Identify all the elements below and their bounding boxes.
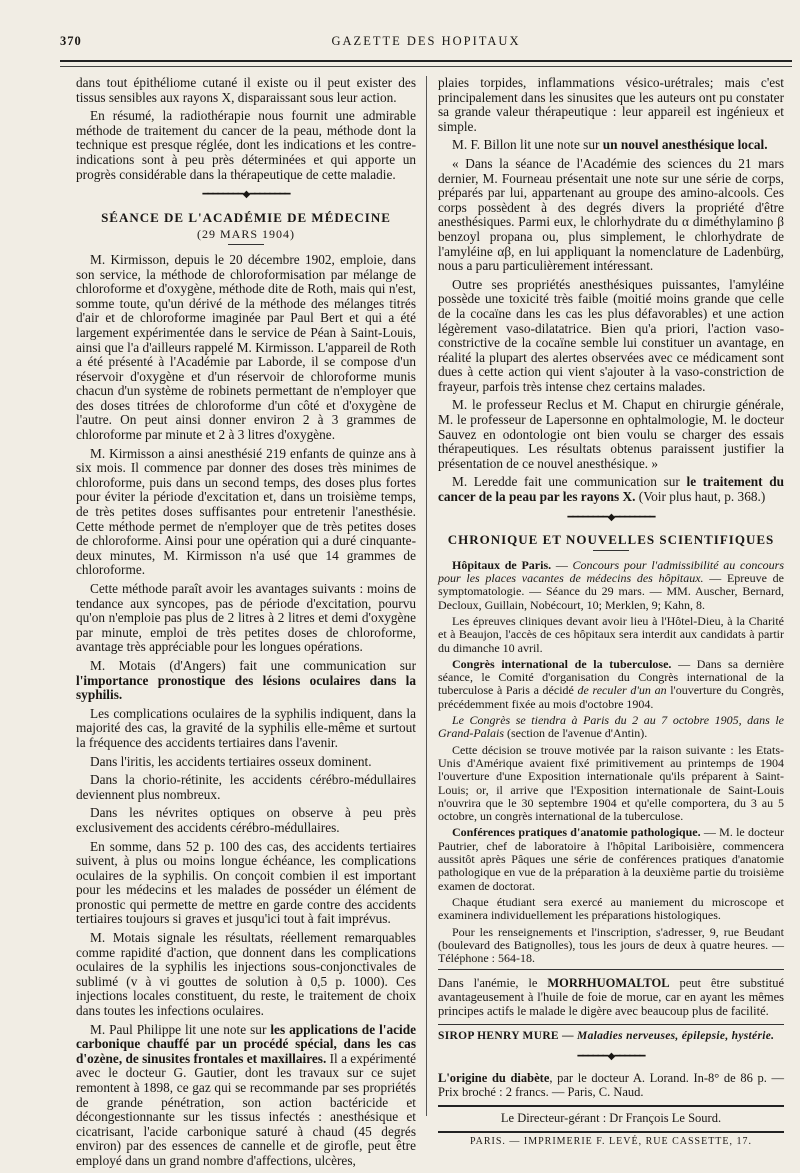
director-line: Le Directeur-gérant : Dr François Le Sourd. <box>500 1110 722 1125</box>
right-column <box>438 76 784 1150</box>
ornament-divider: ━━━━━━◆━━━━━━ <box>577 1051 645 1063</box>
bold-topic: un nouvel anesthésique local. <box>602 137 768 153</box>
chronicle-item: Pour les renseignements et l'inscription, s'adresser, 9, rue Beudant (boulevard des Batignolles), tous les jours de deux à quatre heures. — Téléphone : 564-18. <box>438 924 784 966</box>
column-separator <box>426 76 427 1116</box>
journal-title: GAZETTE DES HOPITAUX <box>331 34 521 48</box>
italic-run: — Maladies nerveuses, épilepsie, hystérie. <box>558 1030 775 1043</box>
chronicle-item: Chaque étudiant sera exercé au maniement du microscope et examinera individuellement les préparations histologiques. <box>438 894 784 923</box>
item-heading: Conférences pratiques d'anatomie pathologique. <box>452 825 701 840</box>
paragraph: « Dans la séance de l'Académie des sciences du 21 mars dernier, M. Fourneau présentait une note sur une série de corps, préparés par lui, appartenant au groupe des amino-alcools. Ces corps possèdent à des degrés divers la propriété d'être anesthésiques. Parmi eux, le chlorhydrate du α diméthylamino β benzoyl propana ou, plus simplement, le chlorhydrate de l'amyléine αβ, en lui appliquant la nomenclature de Ladenbürg, nous a paru particulièrement intéressant. <box>438 155 784 274</box>
advertisement <box>438 1029 784 1044</box>
paragraph: dans tout épithéliome cutané il existe ou il peut exister des tissus sensibles aux rayons X, disparaissant sous leur action. <box>76 75 416 105</box>
text-run: M. Motais (d'Angers) fait une communication sur <box>90 657 416 673</box>
ornament-divider: ━━━━━━━━◆━━━━━━━━ <box>567 511 655 523</box>
bold-topic: l'importance pronostique des lésions oculaires dans la syphilis. <box>76 672 416 703</box>
paragraph: plaies torpides, inflammations vésico-urétrales; mais c'est principalement dans les sinusites que les auteurs ont pu constater sa grande valeur thérapeutique : leur appareil est ingénieux et simple. <box>438 75 784 134</box>
paragraph: En somme, dans 52 p. 100 des cas, des accidents tertiaires suivent, à plus ou moins longue échéance, les complications oculaires de la syphilis. On conçoit combien il est important pour les médecins et les malades de posséder un élément de pronostic qui permette de mettre en garde contre des accidents tertiaires toujours si graves et jusqu'ici tout à fait imprévus. <box>76 838 416 927</box>
text-run: Dans l'anémie, le <box>438 976 548 991</box>
text-run: , par le docteur A. Lorand. In-8° de 86 p. — Prix broché : 2 francs. — Paris, C. Naud. <box>438 1070 784 1099</box>
chronicle-item <box>438 826 784 892</box>
short-rule <box>228 244 264 245</box>
text-run: l'ouverture du Congrès, précédemment fixée au mois d'octobre 1904. <box>438 683 784 711</box>
advertisement <box>438 976 784 1018</box>
paragraph: M. le professeur Reclus et M. Chaput en chirurgie générale, M. le professeur de Lapersonne en ophtalmologie, M. le docteur Sauvez en odontologie ont bien voulu se charger des essais thérapeutiques. Les résultats obtenus paraissent justifier la présentation de ce nouvel anesthésique. » <box>438 397 784 471</box>
paragraph: M. Motais signale les résultats, réellement remarquables comme rapidité d'action, que donnent dans les complications oculaires de la syphilis les injections sous-conjonctivales de sublimé (v à vi gouttes de solution à 0,5 p. 1000). Ces injections locales constituent, du reste, le traitement de choix dans toutes les infections oculaires. <box>76 930 416 1019</box>
text-run: Il a expérimenté avec le docteur G. Gautier, dont les travaux sur ce sujet remontent à 1898, ce gaz qui se recommande par ses propriétés de grande pénétration, son action bactéricide et décongestionnante sur les tissus infectés : anesthésique et cicatrisant, l'acide carbonique saturé à chaud (45 degrés environ) par des essences de cannelle et de girofle, peut être employé dans un grand nombre d'affections, ulcères, <box>76 1050 417 1168</box>
item-heading: Congrès international de la tuberculose. <box>452 656 672 671</box>
italic-run: Concours pour l'admissibilité au concours pour les places vacantes de médecins des hôpitaux. <box>438 557 784 586</box>
page-number: 370 <box>60 34 82 48</box>
paragraph <box>76 659 416 703</box>
text-run: — Epreuve de symptomatologie. — Séance du 29 mars. — MM. Auscher, Bernard, Decloux, Guillain, Nobécourt, 10; Merklen, 9; Kahn, 8. <box>438 571 784 612</box>
paragraph: Les complications oculaires de la syphilis indiquent, dans la majorité des cas, la gravité de la syphilis elle-même et surtout la fréquence des accidents tertiaires dans l'avenir. <box>76 705 416 750</box>
paragraph <box>438 138 784 153</box>
chronicle-item: Les épreuves cliniques devant avoir lieu à l'Hôtel-Dieu, à la Charité et à Beaujon, l'accès de ces hôpitaux sera interdit aux candidats à partir du dimanche 10 avril. <box>438 614 784 655</box>
text-run: — M. le docteur Pautrier, chef de laboratoire à l'hôpital Lariboisière, commencera aussitôt après Pâques une série de conférences pratiques d'anatomie pathologique en vue de la préparation à la deuxième partie du troisième examen de doctorat. <box>438 825 785 893</box>
bold-topic: les applications de l'acide carbonique chauffé par un procédé spécial, dans les cas d'ozène, de sinusites frontales et maxillaires. <box>76 1021 416 1066</box>
chronicle-item: Cette décision se trouve motivée par la raison suivante : les Etats-Unis d'Amérique avaient fixé primitivement au printemps de 1904 l'ouverture d'une Exposition internationale qu'ils préparent à Saint-Louis; or, il arrive que l'Exposition internationale de Saint-Louis n'ouvrira que le 30 septembre 1904 et qu'elle comportera, du 3 au 5 octobre, un congrès international de la tuberculose. <box>438 742 784 824</box>
paragraph: Dans la chorio-rétinite, les accidents cérébro-médullaires deviennent plus nombreux. <box>76 772 416 802</box>
ad-rule <box>438 969 784 970</box>
product-name: MORRHUOMALTOL <box>547 976 670 991</box>
paragraph: Dans les névrites optiques on observe à peu près exclusivement des accidents cérébro-médullaires. <box>76 805 416 835</box>
short-rule <box>593 550 629 551</box>
text-run: — Dans sa dernière séance, le Comité d'organisation du Congrès international de la tuberculose à Paris a décidé <box>438 656 784 698</box>
text-run: M. F. Billon lit une note sur <box>452 137 603 153</box>
book-title: L'origine du diabète <box>438 1070 550 1085</box>
text-run: (section de l'avenue d'Antin). <box>504 726 648 741</box>
book-notice <box>438 1071 784 1099</box>
product-name: SIROP HENRY MURE <box>438 1030 559 1043</box>
item-heading: Hôpitaux de Paris. <box>452 557 552 572</box>
left-column <box>76 76 416 1173</box>
header-rule <box>60 60 792 62</box>
paragraph: Outre ses propriétés anesthésiques puissantes, l'amyléine possède une toxicité très faible (moitié moins grande que celle de la cocaïne dans les cas les plus défavorables) et une action légèrement vaso-dilatatrice. Bien qu'a priori, l'action vaso-constrictive de la cocaïne semble lui constituer un avantage, en réalité la plupart des alertes observées avec ce médicament sont dues à cette action qui vient s'ajouter à la vaso-constriction de frayeur, parfois très intense chez certains malades. <box>438 276 784 394</box>
paragraph: M. Kirmisson a ainsi anesthésié 219 enfants de quinze ans à six mois. Il commence par donner des doses très minimes de chloroforme, puis dans un second temps, des doses plus fortes pour éviter la période d'excitation et, dans un troisième temps, de très petites doses suffisantes pour entretenir l'anesthésie. Cette méthode permet de n'employer que de très petites doses de chloroforme. Ainsi pour une opération qui a duré cinquante-deux minutes, M. Kirmisson n'a usé que 14 grammes de chloroforme. <box>76 445 416 578</box>
paragraph: M. Kirmisson, depuis le 20 décembre 1902, emploie, dans son service, la méthode de chloroformisation par mélange de chloroforme et d'oxygène, méthode dite de Roth, mais qui n'est, somme toute, qu'un dérivé de la méthode des mélanges titrés d'air et de chloroforme imaginée par Paul Bert et qui a été largement expérimentée dans le service de Péan à Saint-Louis, ainsi que l'a d'ailleurs rappelé M. Kirmisson. L'appareil de Roth a été présenté à l'Académie par Laborde, il se compose d'un réservoir d'oxygène et d'un réservoir de chloroforme munis chacun d'un système de robinets permettant de n'employer que des doses titrées de chloroforme d'un côté et d'oxygène de l'autre. On peut ainsi donner environ 2 à 3 grammes de chloroforme par minute et 2 à 3 litres d'oxygène. <box>76 251 416 443</box>
section-date: (29 MARS 1904) <box>196 227 295 242</box>
italic-run: de reculer d'un an <box>577 683 667 698</box>
chronicle-title: CHRONIQUE ET NOUVELLES SCIENTIFIQUES <box>447 532 775 548</box>
paragraph: Cette méthode paraît avoir les avantages suivants : moins de tendance aux syncopes, pas de période d'excitation, pourvu qu'on n'emploie pas plus de 2 litres à 2 litres et demi d'oxygène par minute, emploi de très petites doses de chloroforme, avantage très appréciable pour les longues opérations. <box>76 581 416 655</box>
section-title: SÉANCE DE L'ACADÉMIE DE MÉDECINE <box>101 209 391 225</box>
text-run: M. Leredde fait une communication sur <box>452 474 687 490</box>
header-rule-thin <box>60 66 792 67</box>
text-run: M. Paul Philippe lit une note sur <box>90 1021 271 1037</box>
chronicle-item: Hôpitaux de Paris. — Concours pour l'admissibilité au concours pour les places vacantes de médecins des hôpitaux. — Epreuve de symptomatologie. — Séance du 29 mars. — MM. Auscher, Bernard, Decloux, Guillain, Nobécourt, 10; Merklen, 9; Kahn, 8. <box>438 557 784 612</box>
text-run: peut être substitué avantageusement à l'huile de foie de morue, car en ayant les mêmes principes actifs le malade le digère avec beaucoup plus de facilité. <box>438 976 785 1019</box>
paragraph <box>438 475 784 504</box>
chronicle-item <box>438 658 784 711</box>
text-run: (Voir plus haut, p. 368.) <box>635 489 766 505</box>
printer-line: PARIS. — IMPRIMERIE F. LEVÉ, RUE CASSETTE, 17. <box>469 1136 753 1148</box>
chronicle-body <box>438 559 784 966</box>
italic-run: Le Congrès se tiendra à Paris du 2 au 7 octobre 1905, dans le Grand-Palais <box>438 713 784 741</box>
footer-rule <box>438 1131 784 1133</box>
bold-topic: le traitement du cancer de la peau par les rayons X. <box>438 474 784 505</box>
paragraph: Dans l'iritis, les accidents tertiaires osseux dominent. <box>90 753 372 769</box>
footer-rule <box>438 1105 784 1107</box>
page-header <box>60 34 792 54</box>
ad-rule <box>438 1024 784 1025</box>
ornament-divider: ━━━━━━━━◆━━━━━━━━ <box>202 189 290 201</box>
paragraph: En résumé, la radiothérapie nous fournit une admirable méthode de traitement du cancer de la peau, méthode dont la technique est presque réglée, dont les indications et les contre-indications sont à peu près déterminées et qui apporte un progrès considérable dans la thérapeutique de cette maladie. <box>76 108 416 182</box>
chronicle-item <box>438 714 784 741</box>
paragraph <box>76 1023 416 1169</box>
